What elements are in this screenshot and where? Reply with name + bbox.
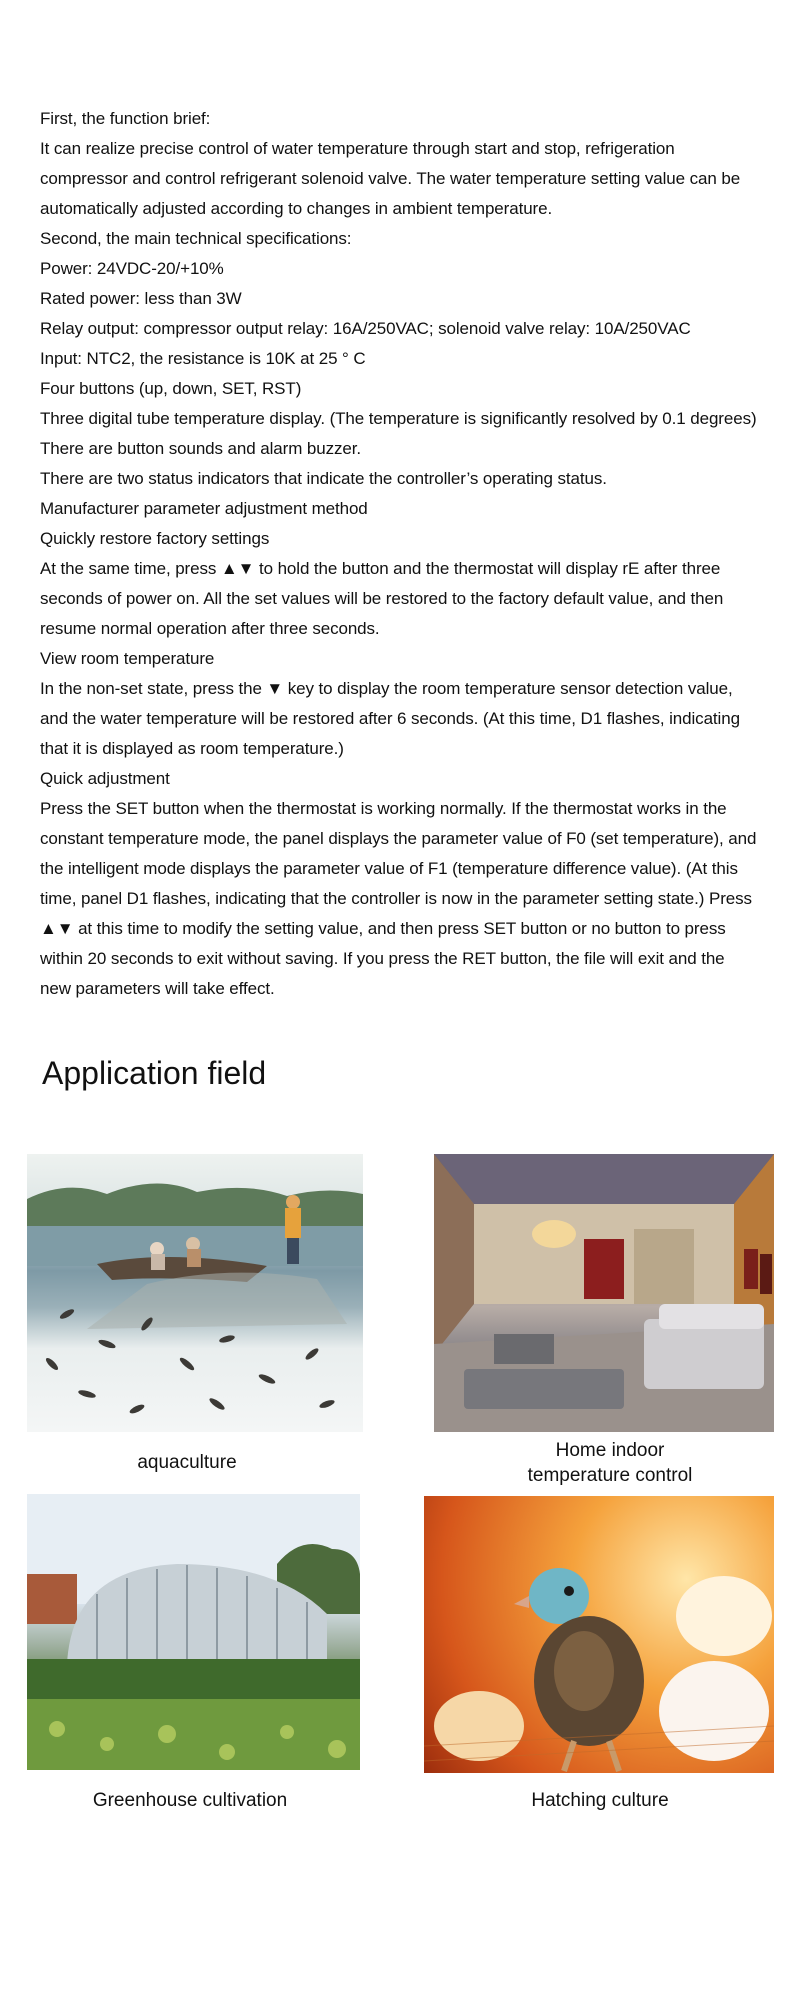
description-text [40, 104, 760, 1004]
description-line: Quick adjustment [40, 769, 170, 788]
greenhouse-caption: Greenhouse cultivation [92, 1790, 288, 1811]
application-field-title: Application field [42, 1055, 267, 1091]
description-line: Manufacturer parameter adjustment method [40, 499, 368, 518]
description-line: Input: NTC2, the resistance is 10K at 25 ° C [40, 349, 366, 368]
hatching-caption: Hatching culture [531, 1790, 669, 1811]
description-line: Relay output: compressor output relay: 16A/250VAC; solenoid valve relay: 10A/250VAC [40, 319, 691, 338]
description-line: At the same time, press ▲▼ to hold the button and the thermostat will display rE after three seconds of power on. All the set values will be restored to the factory default value, and then resume normal operation after three seconds. [40, 559, 724, 638]
description-line: Power: 24VDC-20/+10% [40, 259, 224, 278]
description-line: Four buttons (up, down, SET, RST) [40, 379, 302, 398]
greenhouse-photo [27, 1494, 360, 1770]
home-indoor-caption-line1: Home indoor [555, 1440, 665, 1461]
description-line: Press the SET button when the thermostat is working normally. If the thermostat works in the constant temperature mode, the panel displays the parameter value of F0 (set temperature), and the intelligent mode displays the parameter value of F1 (temperature difference value). (At this time, panel D1 flashes, indicating that the controller is now in the parameter setting state.) Press ▲▼ at this time to modify the setting value, and then press SET button or no button to press within 20 seconds to exit without saving. If you press the RET button, the file will exit and the new parameters will take effect. [40, 799, 757, 998]
aquaculture-caption: aquaculture [137, 1452, 237, 1473]
description-line: Three digital tube temperature display. (The temperature is significantly resolved by 0.1 degrees) There are button sounds and alarm buzzer. [40, 409, 757, 458]
description-line: Quickly restore factory settings [40, 529, 270, 548]
description-line: There are two status indicators that indicate the controller’s operating status. [40, 469, 607, 488]
home-indoor-caption [500, 1438, 720, 1488]
description-line: It can realize precise control of water temperature through start and stop, refrigeration compressor and control refrigerant solenoid valve. The water temperature setting value can be automatically adjusted according to changes in ambient temperature. [40, 139, 741, 218]
home-indoor-photo [434, 1154, 774, 1432]
description-line: View room temperature [40, 649, 215, 668]
description-line: Rated power: less than 3W [40, 289, 242, 308]
hatching-photo [424, 1496, 774, 1773]
description-line: First, the function brief: [40, 109, 211, 128]
aquaculture-photo [27, 1154, 363, 1432]
description-line: Second, the main technical specifications: [40, 229, 352, 248]
description-line: In the non-set state, press the ▼ key to display the room temperature sensor detection value, and the water temperature will be restored after 6 seconds. (At this time, D1 flashes, indicating that it is displayed as room temperature.) [40, 679, 740, 758]
home-indoor-caption-line2: temperature control [527, 1465, 693, 1486]
